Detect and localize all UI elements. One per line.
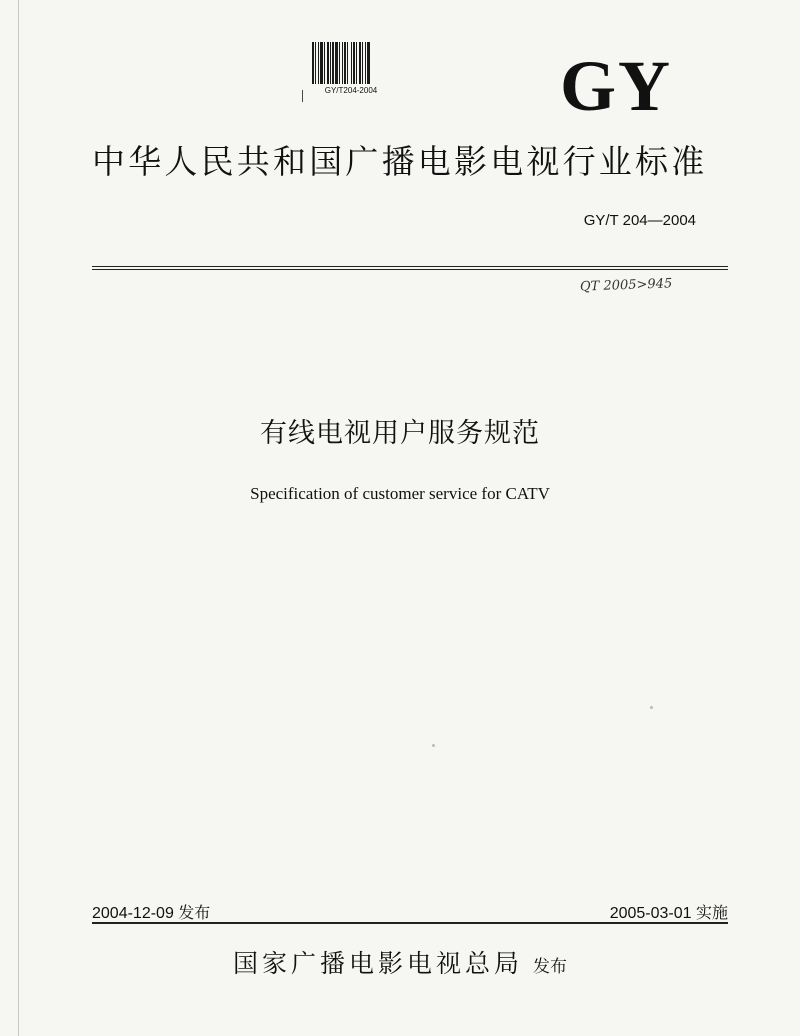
issue-date: 2004-12-09 发布 — [92, 905, 211, 922]
barcode-tick — [302, 90, 303, 102]
issuer-suffix: 发布 — [533, 957, 567, 977]
barcode-text: GY/T204-2004 — [324, 86, 378, 95]
national-title: 中华人民共和国广播电影电视行业标准 — [92, 142, 708, 181]
gy-logo: GY — [560, 46, 672, 126]
header-rule — [92, 266, 728, 267]
header-rule-second — [92, 269, 728, 270]
issuer-line — [0, 944, 800, 980]
scan-speck — [432, 744, 435, 747]
document-subtitle: Specification of customer service for CATV — [250, 484, 550, 503]
handwritten-note: QT 2005>945 — [579, 276, 673, 295]
scan-edge — [18, 0, 19, 1036]
issuer-name: 国家广播电影电视总局 — [232, 949, 523, 978]
footer-rule — [92, 922, 728, 924]
implementation-date: 2005-03-01 实施 — [609, 905, 728, 922]
barcode — [312, 42, 390, 84]
standard-number: GY/T 204—2004 — [583, 212, 696, 229]
document-title: 有线电视用户服务规范 — [260, 418, 540, 449]
scan-speck — [650, 706, 653, 709]
